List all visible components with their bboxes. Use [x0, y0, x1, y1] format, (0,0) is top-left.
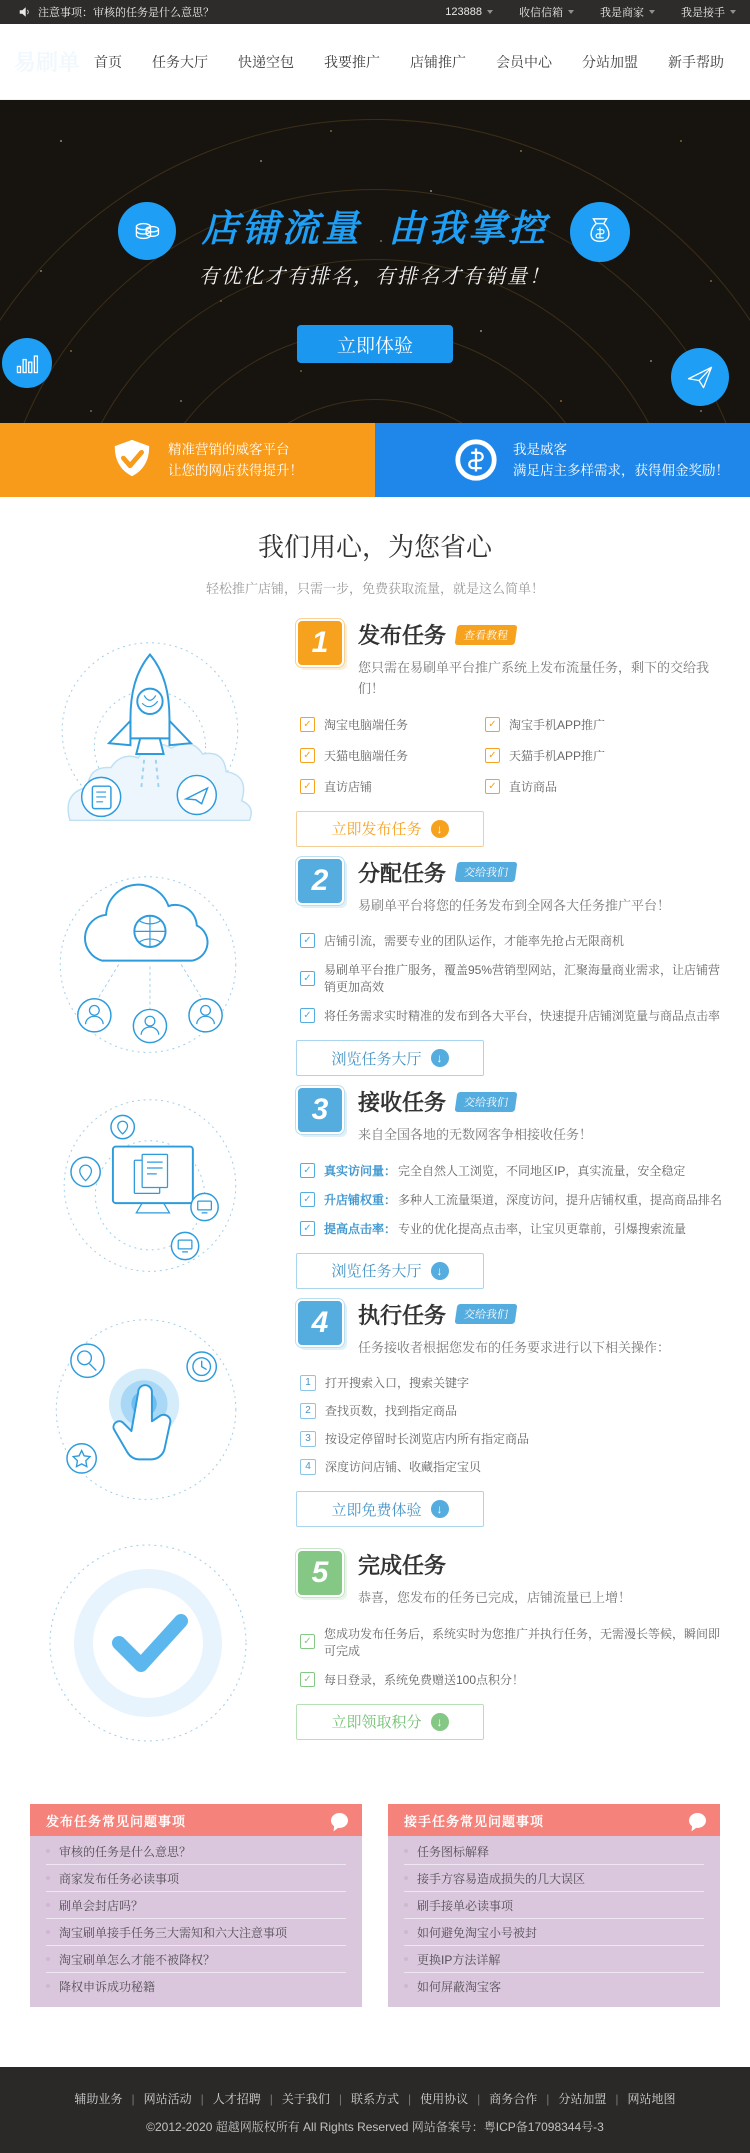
step-item-text: 每日登录，系统免费赠送100点积分！ — [324, 1672, 525, 1687]
footer — [0, 2067, 750, 2153]
step-number: 1 — [296, 619, 344, 667]
announcement[interactable] — [18, 4, 214, 20]
step-item — [300, 1191, 725, 1208]
step-badge[interactable]: 交给我们 — [455, 1092, 518, 1112]
barchart-icon — [2, 338, 52, 388]
step-item-text: 查找页数，找到指定商品 — [325, 1404, 458, 1419]
complete-check-illustration — [33, 1537, 263, 1752]
step-1-content — [270, 619, 725, 847]
faq-question-link[interactable] — [404, 1892, 704, 1919]
step-2-content — [270, 857, 725, 1076]
bullet-dot-icon — [46, 1984, 50, 1988]
checkmark-icon: ✓ — [300, 717, 315, 732]
step-item — [300, 1162, 725, 1179]
topbar — [0, 0, 750, 24]
step-title: 完成任务 — [358, 1553, 447, 1579]
footer-separator: | — [338, 2092, 342, 2107]
checkmark-icon: ✓ — [300, 779, 315, 794]
step-button-label: 立即免费体验 — [331, 1501, 422, 1519]
step-item-text: 提高点击率： 专业的优化提高点击率，让宝贝更靠前，引爆搜索流量 — [324, 1221, 687, 1236]
chevron-down-icon — [568, 10, 574, 14]
footer-separator: | — [269, 2092, 273, 2107]
arrow-down-circle-icon: ↓ — [431, 820, 449, 838]
step-item-text: 直访店铺 — [324, 779, 373, 794]
nav-links — [94, 52, 724, 72]
faq-question-link[interactable] — [46, 1946, 346, 1973]
step-item — [300, 1458, 725, 1475]
step-item-text: 升店铺权重： 多种人工流量渠道，深度访问，提升店铺权重，提高商品排名 — [324, 1192, 723, 1207]
announcement-text: 注意事项：审核的任务是什么意思？ — [38, 7, 214, 19]
step-item — [300, 1625, 725, 1659]
footer-link-0[interactable]: 辅助业务 — [74, 2092, 123, 2107]
topbar-dropdown-label: 我是商家 — [600, 7, 644, 19]
copyright: ©2012-2020 超越网版权所有 All Rights Reserved 网站备案号：粤ICP备17098344号-3 — [146, 2120, 604, 2135]
nav-item-5[interactable]: 会员中心 — [496, 53, 552, 70]
footer-link-6[interactable]: 商务合作 — [489, 2092, 538, 2107]
speaker-icon — [18, 6, 30, 18]
topbar-dropdown-1[interactable] — [519, 4, 574, 20]
bullet-dot-icon — [46, 1876, 50, 1880]
speech-bubble-icon — [331, 1813, 348, 1828]
hero-subtitle: 有优化才有排名，有排名才有销量！ — [199, 266, 551, 288]
hero-title: 店铺流量 由我掌控 — [201, 208, 549, 249]
step-item-list — [300, 716, 725, 795]
step-badge[interactable]: 交给我们 — [455, 1304, 518, 1324]
step-number: 4 — [296, 1299, 344, 1347]
item-number-icon: 3 — [300, 1431, 316, 1447]
faq-question-link[interactable] — [404, 1865, 704, 1892]
chevron-down-icon — [730, 10, 736, 14]
step-3-action-button[interactable] — [296, 1253, 484, 1289]
footer-link-1[interactable]: 网站活动 — [143, 2092, 192, 2107]
faq-panel-accept-header — [388, 1804, 720, 1836]
bullet-dot-icon — [404, 1984, 408, 1988]
item-number-icon: 4 — [300, 1459, 316, 1475]
step-description: 任务接收者根据您发布的任务要求进行以下相关操作： — [358, 1339, 671, 1355]
bullet-dot-icon — [404, 1849, 408, 1853]
intro-title: 我们用心，为您省心 — [257, 532, 492, 562]
step-item-list — [300, 1374, 725, 1475]
step-4-action-button[interactable] — [296, 1491, 484, 1527]
item-number-icon: 1 — [300, 1375, 316, 1391]
footer-links — [0, 2090, 750, 2107]
step-item-list — [300, 1162, 725, 1237]
step-number: 5 — [296, 1549, 344, 1597]
step-item — [485, 778, 725, 795]
hero-cta-button[interactable]: 立即体验 — [297, 325, 453, 363]
chevron-down-icon — [487, 10, 493, 14]
step-title: 接收任务 — [358, 1090, 447, 1116]
banner-merchant[interactable] — [0, 423, 375, 497]
arrow-down-circle-icon: ↓ — [431, 1713, 449, 1731]
footer-link-7[interactable]: 分站加盟 — [558, 2092, 607, 2107]
footer-link-4[interactable]: 联系方式 — [350, 2092, 399, 2107]
step-button-label: 立即领取积分 — [331, 1714, 422, 1732]
hand-click-illustration — [38, 1310, 258, 1515]
faq-question-link[interactable] — [404, 1838, 704, 1865]
faq-question-text: 接手方容易造成损失的几大误区 — [417, 1871, 586, 1886]
checkmark-icon: ✓ — [485, 717, 500, 732]
bullet-dot-icon — [46, 1930, 50, 1934]
checkmark-icon: ✓ — [300, 1634, 315, 1649]
faq-panel-publish-list — [30, 1836, 362, 2007]
footer-separator: | — [477, 2092, 481, 2107]
speech-bubble-icon — [689, 1813, 706, 1828]
steps-section — [25, 619, 725, 1752]
faq-section — [30, 1804, 720, 2007]
nav-item-2[interactable]: 快递空包 — [238, 53, 294, 70]
footer-separator: | — [546, 2092, 550, 2107]
step-item-text: 易刷单平台推广服务，覆盖95%营销型网站，汇聚海量商业需求，让店铺营销更加高效 — [324, 963, 721, 995]
step-description: 来自全国各地的无数网客争相接收任务！ — [358, 1127, 593, 1143]
step-item-strong: 提高点击率： — [324, 1221, 397, 1236]
footer-link-5[interactable]: 使用协议 — [420, 2092, 469, 2107]
step-item — [300, 1402, 725, 1419]
checkmark-icon: ✓ — [300, 1008, 315, 1023]
checkmark-icon: ✓ — [485, 748, 500, 763]
step-item-strong: 升店铺权重： — [324, 1192, 397, 1207]
step-title: 发布任务 — [358, 623, 447, 648]
banner-worker[interactable] — [375, 423, 750, 497]
step-item-text: 真实访问量： 完全自然人工浏览，不同地区IP，真实流量，安全稳定 — [324, 1163, 686, 1178]
step-description: 恭喜，您发布的任务已完成，店铺流量已上增！ — [358, 1590, 632, 1606]
step-5-content — [270, 1549, 725, 1739]
step-item — [300, 1430, 725, 1447]
step-item-list — [300, 1625, 725, 1688]
chevron-down-icon — [649, 10, 655, 14]
step-item-strong: 真实访问量： — [324, 1163, 397, 1178]
intro-subtitle: 轻松推广店铺，只需一步，免费获取流量，就是这么简单！ — [205, 581, 544, 596]
faq-panel-publish — [30, 1804, 362, 2007]
checkmark-icon: ✓ — [300, 1221, 315, 1236]
checkmark-icon: ✓ — [300, 1672, 315, 1687]
faq-panel-accept-title: 接手任务常见问题事项 — [404, 1813, 545, 1829]
bullet-dot-icon — [404, 1903, 408, 1907]
step-2 — [25, 857, 725, 1076]
checkmark-icon: ✓ — [300, 971, 315, 986]
topbar-dropdown-0[interactable] — [445, 6, 493, 18]
step-description: 您只需在易刷单平台推广系统上发布流量任务，剩下的交给我们！ — [358, 660, 710, 697]
step-5-illustration — [25, 1537, 270, 1752]
nav-item-0[interactable]: 首页 — [94, 53, 122, 70]
step-4-illustration — [25, 1310, 270, 1515]
arrow-down-circle-icon: ↓ — [431, 1049, 449, 1067]
step-item-text: 按设定停留时长浏览店内所有指定商品 — [325, 1432, 530, 1447]
faq-question-link[interactable] — [46, 1919, 346, 1946]
step-title: 执行任务 — [358, 1302, 447, 1328]
step-item — [485, 716, 725, 733]
footer-separator: | — [408, 2092, 412, 2107]
faq-question-text: 如何屏蔽淘宝客 — [417, 1979, 502, 1994]
item-number-icon: 2 — [300, 1403, 316, 1419]
bullet-dot-icon — [46, 1957, 50, 1961]
dollar-circle-icon — [453, 437, 499, 483]
topbar-menus — [445, 4, 736, 20]
nav-item-1[interactable]: 任务大厅 — [152, 53, 208, 70]
step-item — [300, 1007, 725, 1024]
step-item-text: 将任务需求实时精准的发布到各大平台，快速提升店铺浏览量与商品点击率 — [324, 1009, 721, 1024]
banner-merchant-line1: 精准营销的威客平台 — [168, 442, 290, 457]
bullet-dot-icon — [404, 1930, 408, 1934]
checkmark-icon: ✓ — [300, 748, 315, 763]
step-4 — [25, 1299, 725, 1527]
nav-item-4[interactable]: 店铺推广 — [410, 53, 466, 70]
faq-question-text: 刷手接单必读事项 — [417, 1898, 514, 1913]
step-item — [300, 747, 485, 764]
step-item — [300, 1220, 725, 1237]
step-5 — [25, 1537, 725, 1752]
rocket-illustration — [38, 633, 258, 833]
hero-banner — [0, 100, 750, 423]
bullet-dot-icon — [46, 1849, 50, 1853]
step-item-text: 深度访问店铺、收藏指定宝贝 — [325, 1460, 482, 1475]
topbar-dropdown-3[interactable] — [681, 4, 736, 20]
banner-worker-line1: 我是威客 — [513, 442, 567, 457]
faq-question-link[interactable] — [404, 1919, 704, 1946]
step-button-label: 浏览任务大厅 — [331, 1050, 422, 1068]
footer-link-3[interactable]: 关于我们 — [281, 2092, 330, 2107]
topbar-dropdown-2[interactable] — [600, 4, 655, 20]
step-item-text: 店铺引流，需要专业的团队运作，才能率先抢占无限商机 — [324, 934, 625, 949]
step-3-illustration — [25, 1090, 270, 1285]
step-number: 3 — [296, 1086, 344, 1134]
step-item — [300, 961, 725, 995]
nav-item-7[interactable]: 新手帮助 — [668, 53, 724, 70]
step-item — [300, 716, 485, 733]
faq-question-link[interactable] — [46, 1838, 346, 1865]
step-2-illustration — [25, 867, 270, 1067]
faq-question-link[interactable] — [404, 1973, 704, 1999]
checkmark-icon: ✓ — [300, 1163, 315, 1178]
step-1-illustration — [25, 633, 270, 833]
monitor-pins-illustration — [38, 1090, 258, 1285]
nav-item-3[interactable]: 我要推广 — [324, 53, 380, 70]
paperplane-icon — [671, 348, 729, 406]
shield-check-icon — [110, 437, 154, 483]
faq-panel-accept-list — [388, 1836, 720, 2007]
banner-worker-line2: 满足店主多样需求，获得佣金奖励！ — [513, 463, 729, 478]
step-item-list — [300, 932, 725, 1024]
step-button-label: 浏览任务大厅 — [331, 1263, 422, 1281]
step-item — [300, 932, 725, 949]
step-item — [300, 1671, 725, 1688]
faq-panel-accept — [388, 1804, 720, 2007]
step-item — [300, 1374, 725, 1391]
banner-strips — [0, 423, 750, 497]
faq-question-text: 淘宝刷单怎么才能不被降权？ — [59, 1952, 216, 1967]
arrow-down-circle-icon: ↓ — [431, 1262, 449, 1280]
faq-question-text: 降权申诉成功秘籍 — [59, 1979, 156, 1994]
arrow-down-circle-icon: ↓ — [431, 1500, 449, 1518]
checkmark-icon: ✓ — [300, 933, 315, 948]
footer-link-2[interactable]: 人才招聘 — [212, 2092, 261, 2107]
faq-question-link[interactable] — [46, 1973, 346, 1999]
faq-question-text: 如何避免淘宝小号被封 — [417, 1925, 538, 1940]
step-3 — [25, 1086, 725, 1288]
faq-question-text: 任务图标解释 — [417, 1844, 490, 1859]
checkmark-icon: ✓ — [485, 779, 500, 794]
faq-question-text: 商家发布任务必读事项 — [59, 1871, 180, 1886]
topbar-dropdown-label: 收信信箱 — [519, 7, 563, 19]
footer-separator: | — [131, 2092, 135, 2107]
step-badge[interactable]: 交给我们 — [455, 862, 518, 882]
topbar-dropdown-label: 我是接手 — [681, 7, 725, 19]
footer-link-8[interactable]: 网站地图 — [627, 2092, 676, 2107]
bullet-dot-icon — [46, 1903, 50, 1907]
intro-section — [0, 497, 750, 619]
faq-question-link[interactable] — [46, 1892, 346, 1919]
bullet-dot-icon — [404, 1957, 408, 1961]
footer-separator: | — [615, 2092, 619, 2107]
site-logo[interactable]: 易刷单 — [14, 50, 81, 75]
step-3-content — [270, 1086, 725, 1288]
nav-item-6[interactable]: 分站加盟 — [582, 53, 638, 70]
step-item — [300, 778, 485, 795]
faq-question-text: 审核的任务是什么意思？ — [59, 1844, 192, 1859]
step-badge[interactable]: 查看教程 — [455, 625, 518, 645]
step-item-text: 淘宝手机APP推广 — [509, 717, 606, 732]
faq-question-text: 刷单会封店吗？ — [59, 1898, 144, 1913]
step-description: 易刷单平台将您的任务发布到全网各大任务推广平台！ — [358, 897, 671, 913]
step-item — [485, 747, 725, 764]
step-item-text: 您成功发布任务后，系统实时为您推广并执行任务，无需漫长等候，瞬间即可完成 — [324, 1626, 721, 1658]
step-4-content — [270, 1299, 725, 1527]
faq-panel-publish-header — [30, 1804, 362, 1836]
bullet-dot-icon — [404, 1876, 408, 1880]
step-item-text: 淘宝电脑端任务 — [324, 717, 409, 732]
step-2-action-button[interactable] — [296, 1040, 484, 1076]
step-1 — [25, 619, 725, 847]
faq-panel-publish-title: 发布任务常见问题事项 — [46, 1813, 187, 1829]
step-item-text: 天猫电脑端任务 — [324, 748, 409, 763]
footer-separator: | — [200, 2092, 204, 2107]
step-number: 2 — [296, 857, 344, 905]
topbar-dropdown-label: 123888 — [445, 6, 482, 18]
faq-question-link[interactable] — [404, 1946, 704, 1973]
step-button-label: 立即发布任务 — [331, 821, 422, 839]
step-1-action-button[interactable] — [296, 811, 484, 847]
faq-question-link[interactable] — [46, 1865, 346, 1892]
faq-question-text: 更换IP方法详解 — [417, 1952, 501, 1967]
step-5-action-button[interactable] — [296, 1704, 484, 1740]
step-item-text: 打开搜索入口，搜索关键字 — [325, 1376, 470, 1391]
checkmark-icon: ✓ — [300, 1192, 315, 1207]
banner-merchant-line2: 让您的网店获得提升！ — [168, 463, 303, 478]
step-item-text: 直访商品 — [509, 779, 558, 794]
step-item-text: 天猫手机APP推广 — [509, 748, 606, 763]
navbar — [0, 24, 750, 100]
step-title: 分配任务 — [358, 860, 447, 886]
cloud-network-illustration — [38, 867, 258, 1067]
faq-question-text: 淘宝刷单接手任务三大需知和六大注意事项 — [59, 1925, 288, 1940]
